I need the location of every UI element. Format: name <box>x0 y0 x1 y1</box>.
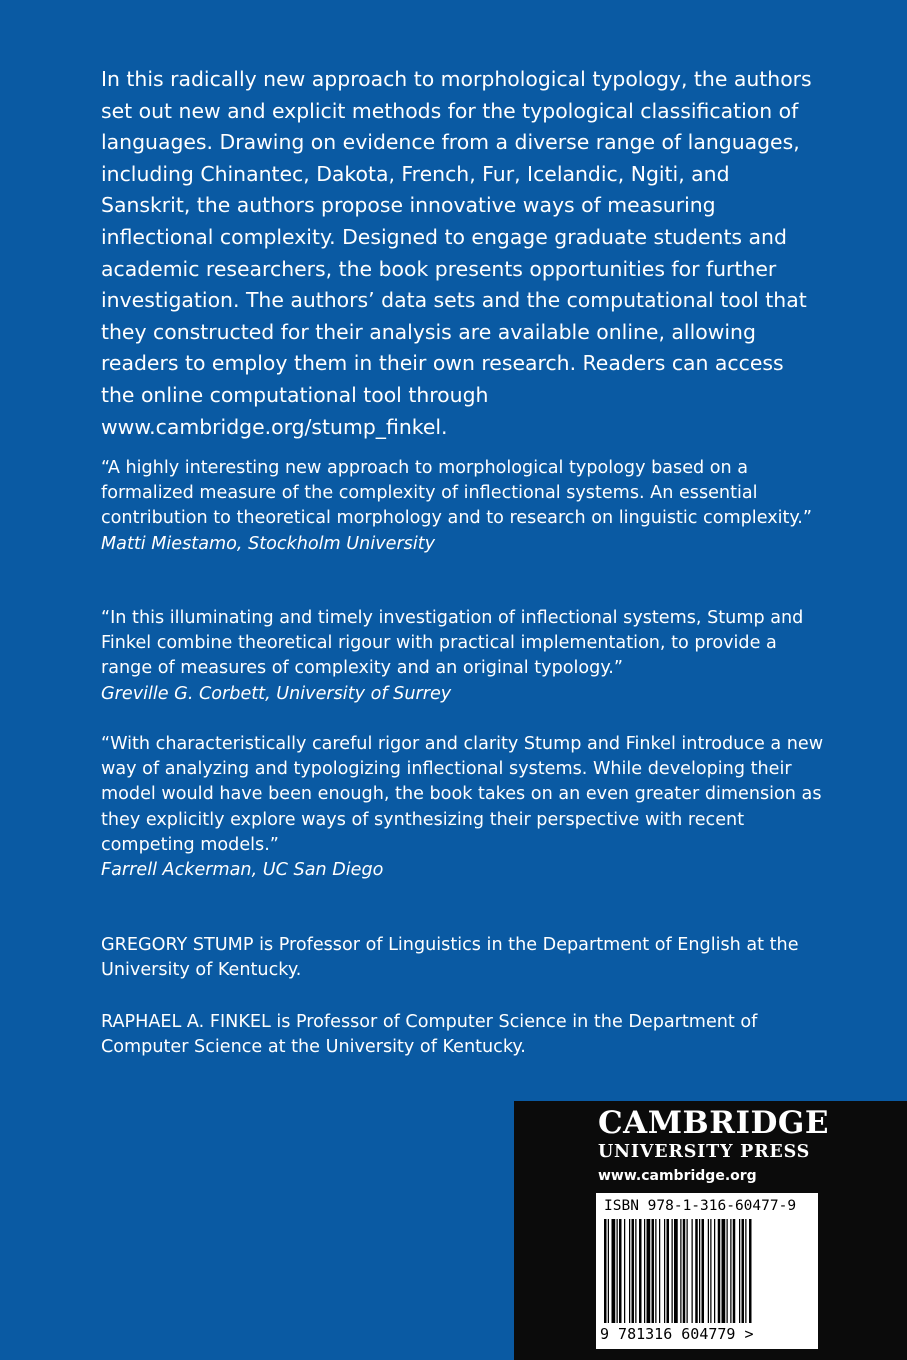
publisher-logo-name: CAMBRIDGE <box>598 1105 829 1141</box>
quote-attribution: Greville G. Corbett, University of Surrey <box>101 683 452 704</box>
quote-text: “A highly interesting new approach to morphological typology based on a formalized measure of the complexity of inflectional systems. An essential contribution to theoretical morphology and to research on linguistic complexity.” <box>101 458 813 529</box>
barcode-digits: 9 781316 604779 > <box>600 1325 754 1343</box>
book-description: In this radically new approach to morphological typology, the authors set out new and explicit methods for the typological classification of languages. Drawing on evidence from a diverse range of languages, including Chinantec, Dakota, French, Fur, Icelandic, Ngiti, and Sanskrit, the authors propose innovative ways of measuring inflectional complexity. Designed to engage graduate students and academic researchers, the book presents opportunities for further investigation. The authors’ data sets and the computational tool that they constructed for their analysis are available online, allowing readers to employ them in their own research. Readers can access the online computational tool through www.cambridge.org/stump_finkel. <box>101 67 812 439</box>
barcode-icon <box>602 1219 810 1323</box>
quote-attribution: Farrell Ackerman, UC San Diego <box>101 860 384 881</box>
publisher-url: www.cambridge.org <box>598 1168 757 1184</box>
barcode-label <box>596 1193 818 1349</box>
publisher-panel <box>514 1101 907 1360</box>
quote-text: “With characteristically careful rigor and clarity Stump and Finkel introduce a new way of analyzing and typologizing inflectional systems. While developing their model would have been enough, the book takes on an even greater dimension as they explicitly explore ways of synthesizing their perspective with recent competing models.” <box>101 734 824 855</box>
quote-text: “In this illuminating and timely investigation of inflectional systems, Stump and Finkel combine theoretical rigour with practical implementation, to provide a range of measures of complexity and an original typology.” <box>101 608 804 679</box>
review-quote <box>101 732 831 883</box>
isbn-number: ISBN 978-1-316-60477-9 <box>604 1198 797 1214</box>
author-bio-stump: GREGORY STUMP is Professor of Linguistics in the Department of English at the University of Kentucky. <box>101 935 799 981</box>
quote-attribution: Matti Miestamo, Stockholm University <box>101 533 436 554</box>
review-quote <box>101 606 831 707</box>
author-bio-finkel: RAPHAEL A. FINKEL is Professor of Computer Science in the Department of Computer Science at the University of Kentucky. <box>101 1012 758 1058</box>
publisher-logo-press: UNIVERSITY PRESS <box>598 1142 811 1162</box>
review-quote <box>101 456 831 557</box>
